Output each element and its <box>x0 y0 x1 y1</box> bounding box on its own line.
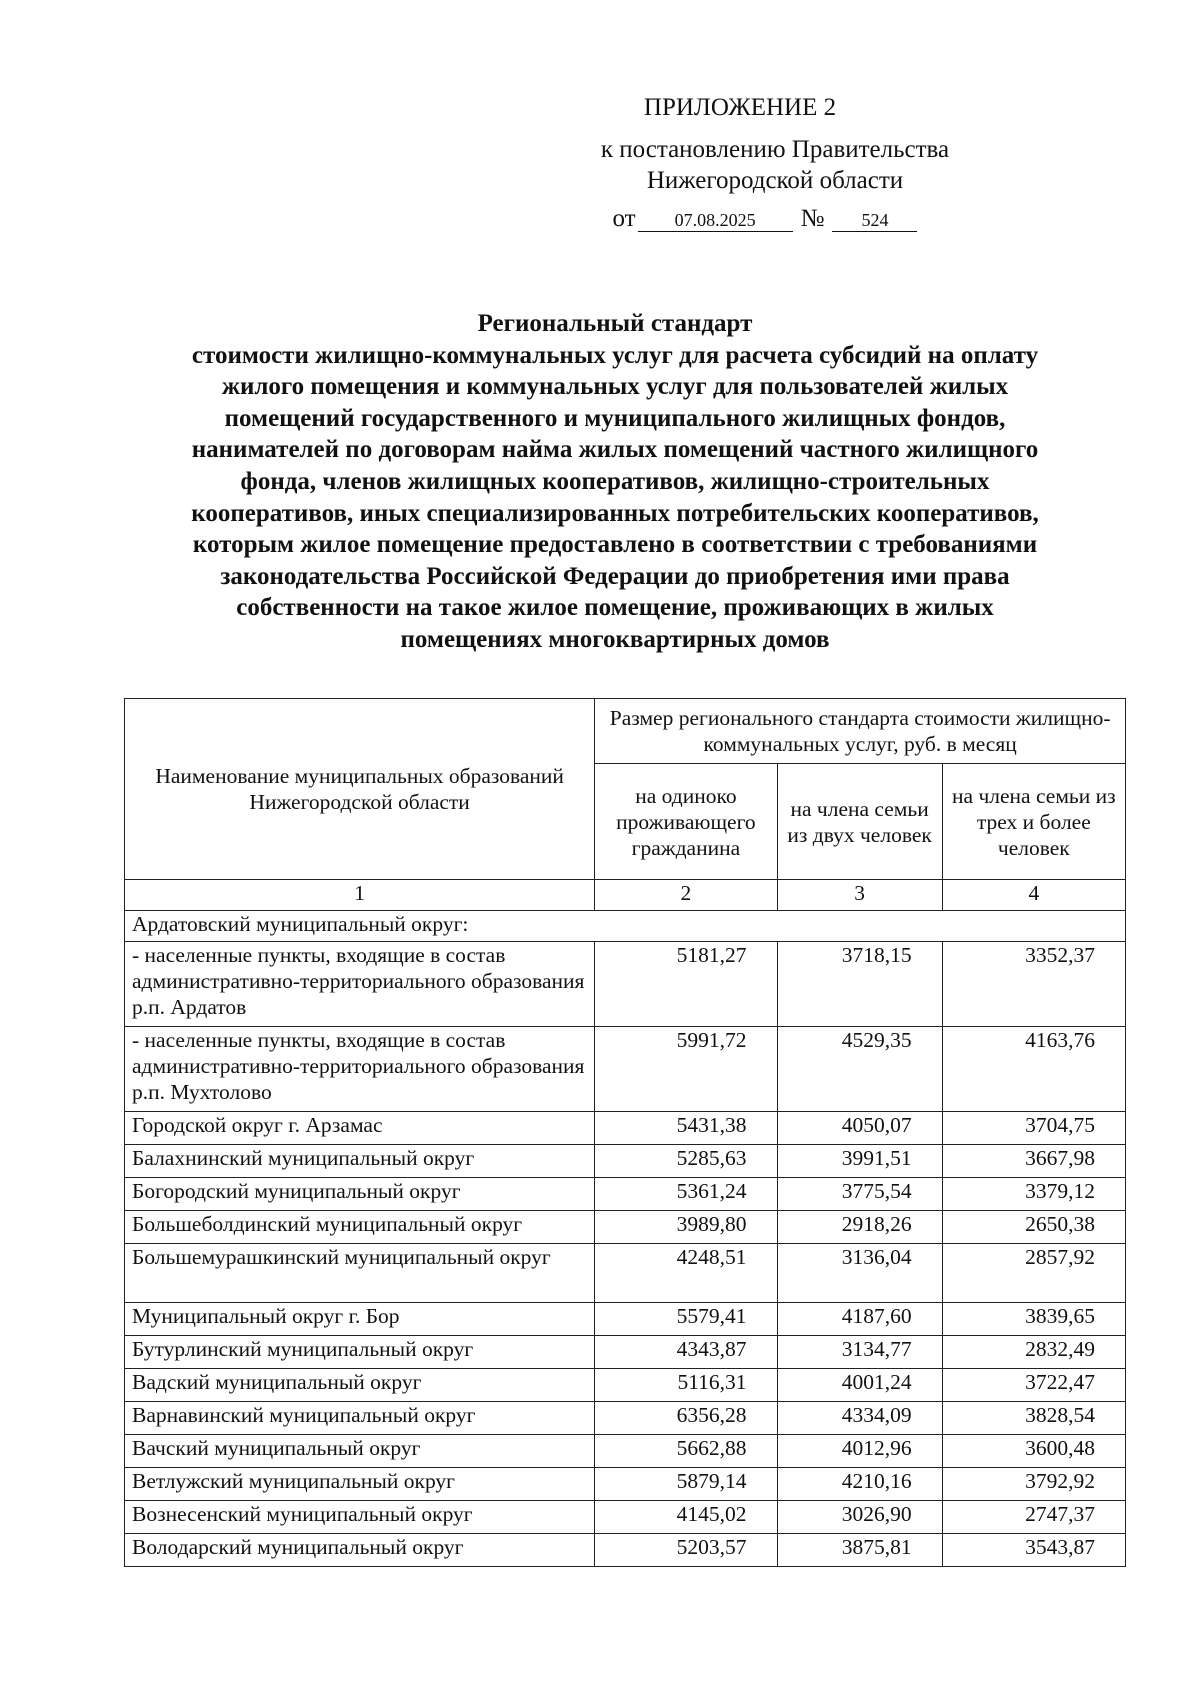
number-label: № <box>800 205 825 232</box>
table-row <box>125 1145 1126 1178</box>
table-row <box>125 1336 1126 1369</box>
table-row <box>125 1303 1126 1336</box>
table-row <box>125 1211 1126 1244</box>
value-three-member: 3839,65 <box>942 1303 1125 1336</box>
value-two-member: 3991,51 <box>777 1145 942 1178</box>
heading-line: жилого помещения и коммунальных услуг для пользователей жилых <box>221 373 1009 401</box>
value-single: 4145,02 <box>595 1501 777 1534</box>
column-number: 1 <box>125 880 595 911</box>
value-three-member: 3704,75 <box>942 1112 1125 1145</box>
section-label: Ардатовский муниципальный округ: <box>125 911 1126 942</box>
appendix-line-1: к постановлению Правительства <box>600 136 950 163</box>
municipality-name: Вадский муниципальный округ <box>125 1369 595 1402</box>
value-single: 4343,87 <box>595 1336 777 1369</box>
value-three-member: 2832,49 <box>942 1336 1125 1369</box>
value-single: 5431,38 <box>595 1112 777 1145</box>
header-two-member: на члена семьи из двух человек <box>777 764 942 880</box>
value-two-member: 2918,26 <box>777 1211 942 1244</box>
value-two-member: 4210,16 <box>777 1468 942 1501</box>
document-heading <box>120 308 1110 656</box>
value-single: 5579,41 <box>595 1303 777 1336</box>
value-two-member: 3026,90 <box>777 1501 942 1534</box>
header-municipality: Наименование муниципальных образований Нижегородской области <box>125 699 595 880</box>
heading-line: кооперативов, иных специализированных потребительских кооперативов, <box>191 499 1039 527</box>
table-body <box>125 911 1126 1567</box>
municipality-name: - населенные пункты, входящие в состав административно-территориального образования р.п. Ардатов <box>125 942 595 1027</box>
municipality-name: Городской округ г. Арзамас <box>125 1112 595 1145</box>
municipality-name: Богородский муниципальный округ <box>125 1178 595 1211</box>
municipality-name: Муниципальный округ г. Бор <box>125 1303 595 1336</box>
heading-line: собственности на такое жилое помещение, проживающих в жилых <box>236 594 994 622</box>
value-single: 5662,88 <box>595 1435 777 1468</box>
resolution-date: 07.08.2025 <box>638 209 793 232</box>
value-two-member: 3136,04 <box>777 1244 942 1303</box>
table-row <box>125 1534 1126 1567</box>
value-three-member: 3722,47 <box>942 1369 1125 1402</box>
value-three-member: 3792,92 <box>942 1468 1125 1501</box>
value-two-member: 3134,77 <box>777 1336 942 1369</box>
table-row <box>125 1027 1126 1112</box>
standard-table <box>124 698 1126 1567</box>
table-row <box>125 1435 1126 1468</box>
table-row <box>125 1402 1126 1435</box>
value-two-member: 4050,07 <box>777 1112 942 1145</box>
heading-line: помещениях многоквартирных домов <box>400 625 830 653</box>
value-three-member: 2857,92 <box>942 1244 1125 1303</box>
municipality-name: Володарский муниципальный округ <box>125 1534 595 1567</box>
municipality-name: Балахнинский муниципальный округ <box>125 1145 595 1178</box>
value-three-member: 3379,12 <box>942 1178 1125 1211</box>
heading-line: фонда, членов жилищных кооперативов, жилищно-строительных <box>240 467 990 495</box>
value-two-member: 4001,24 <box>777 1369 942 1402</box>
municipality-name: Большеболдинский муниципальный округ <box>125 1211 595 1244</box>
value-two-member: 3718,15 <box>777 942 942 1027</box>
table-row <box>125 1468 1126 1501</box>
municipality-name: Бутурлинский муниципальный округ <box>125 1336 595 1369</box>
resolution-date-number <box>540 198 990 232</box>
heading-line: Региональный стандарт <box>477 310 753 337</box>
value-single: 5116,31 <box>595 1369 777 1402</box>
header-single: на одиноко проживающего гражданина <box>595 764 777 880</box>
value-two-member: 4529,35 <box>777 1027 942 1112</box>
value-three-member: 3667,98 <box>942 1145 1125 1178</box>
value-single: 5991,72 <box>595 1027 777 1112</box>
column-number: 4 <box>942 880 1125 911</box>
value-single: 4248,51 <box>595 1244 777 1303</box>
appendix-title: ПРИЛОЖЕНИЕ 2 <box>643 94 837 121</box>
heading-line: которым жилое помещение предоставлено в соответствии с требованиями <box>192 531 1038 559</box>
value-three-member: 2650,38 <box>942 1211 1125 1244</box>
column-number: 2 <box>595 880 777 911</box>
heading-line: нанимателей по договорам найма жилых помещений частного жилищного <box>191 436 1039 464</box>
value-single: 5285,63 <box>595 1145 777 1178</box>
municipality-name: Вознесенский муниципальный округ <box>125 1501 595 1534</box>
header-standard-size: Размер регионального стандарта стоимости жилищно-коммунальных услуг, руб. в месяц <box>595 699 1126 764</box>
value-two-member: 4012,96 <box>777 1435 942 1468</box>
value-three-member: 4163,76 <box>942 1027 1125 1112</box>
heading-line: помещений государственного и муниципального жилищных фондов, <box>224 404 1006 432</box>
municipality-name: Варнавинский муниципальный округ <box>125 1402 595 1435</box>
table-row <box>125 1369 1126 1402</box>
table-row <box>125 1112 1126 1145</box>
municipality-name: Вачский муниципальный округ <box>125 1435 595 1468</box>
value-three-member: 3828,54 <box>942 1402 1125 1435</box>
table-row <box>125 942 1126 1027</box>
value-two-member: 4187,60 <box>777 1303 942 1336</box>
value-single: 5203,57 <box>595 1534 777 1567</box>
value-three-member: 3352,37 <box>942 942 1125 1027</box>
header-three-member: на члена семьи из трех и более человек <box>942 764 1125 880</box>
value-two-member: 3875,81 <box>777 1534 942 1567</box>
value-single: 3989,80 <box>595 1211 777 1244</box>
column-number: 3 <box>777 880 942 911</box>
table-row <box>125 1178 1126 1211</box>
table-row <box>125 1501 1126 1534</box>
municipality-name: Ветлужский муниципальный округ <box>125 1468 595 1501</box>
value-single: 6356,28 <box>595 1402 777 1435</box>
municipality-name: - населенные пункты, входящие в состав административно-территориального образования р.п. Мухтолово <box>125 1027 595 1112</box>
appendix-block <box>560 92 990 232</box>
value-two-member: 4334,09 <box>777 1402 942 1435</box>
section-row <box>125 911 1126 942</box>
value-three-member: 3543,87 <box>942 1534 1125 1567</box>
municipality-name: Большемурашкинский муниципальный округ <box>125 1244 595 1303</box>
value-two-member: 3775,54 <box>777 1178 942 1211</box>
table-row <box>125 1244 1126 1303</box>
from-label: от <box>612 205 636 232</box>
value-three-member: 3600,48 <box>942 1435 1125 1468</box>
value-three-member: 2747,37 <box>942 1501 1125 1534</box>
appendix-line-2: Нижегородской области <box>646 167 904 194</box>
value-single: 5879,14 <box>595 1468 777 1501</box>
heading-line: стоимости жилищно-коммунальных услуг для расчета субсидий на оплату <box>191 341 1039 369</box>
value-single: 5361,24 <box>595 1178 777 1211</box>
heading-line: законодательства Российской Федерации до приобретения ими права <box>220 562 1010 590</box>
value-single: 5181,27 <box>595 942 777 1027</box>
resolution-number: 524 <box>832 209 917 232</box>
